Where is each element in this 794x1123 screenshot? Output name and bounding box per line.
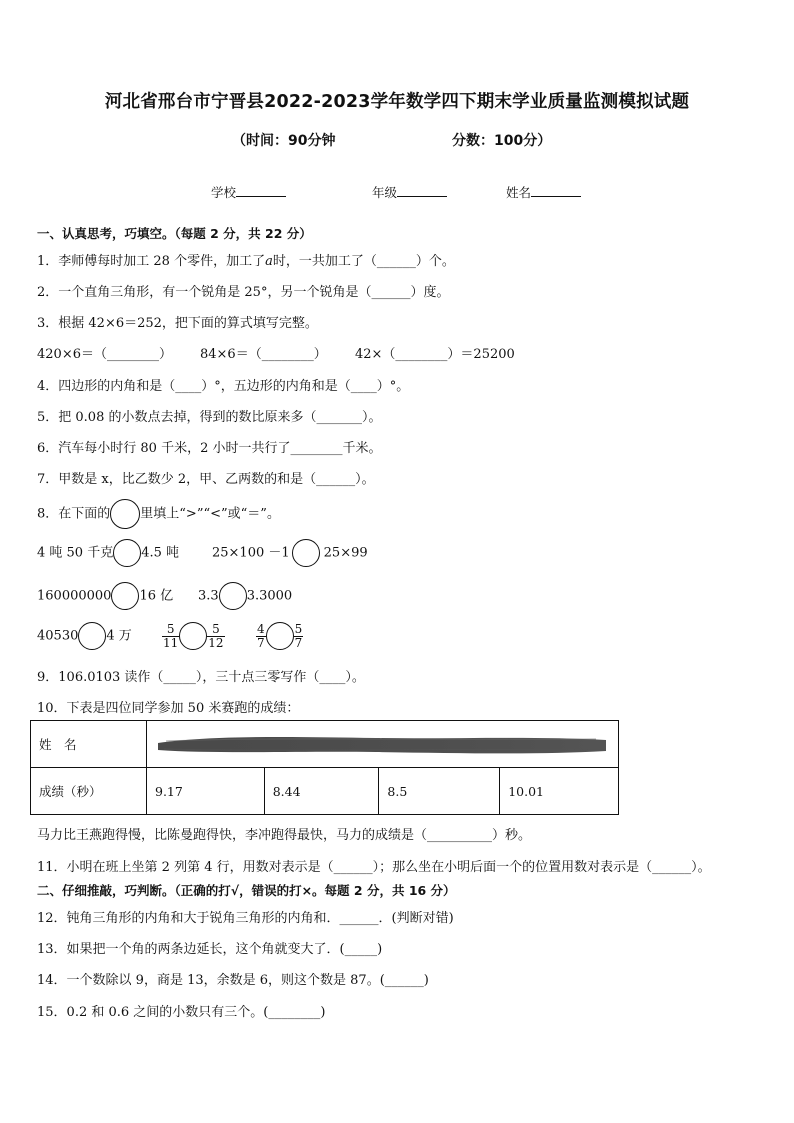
grade-field: [372, 183, 447, 201]
frac3-den: 7: [257, 635, 265, 650]
question-14: 14．一个数除以 9，商是 13，余数是 6，则这个数是 87。(______): [37, 973, 429, 988]
table-name-label: 姓 名: [31, 721, 147, 768]
frac4-den: 7: [294, 635, 303, 650]
section2-heading: 二、仔细推敲，巧判断。（正确的打√，错误的打×。每题 2 分，共 16 分）: [37, 883, 456, 898]
q1-variable: a: [265, 254, 273, 269]
frac1-num: 5: [162, 623, 179, 637]
q8-r3-a-left: 40530: [37, 628, 79, 644]
grade-blank[interactable]: [397, 184, 447, 197]
q8-r2-b-left: 3.3: [198, 588, 219, 604]
q8-row2-a: [37, 582, 173, 610]
question-8: [37, 499, 280, 529]
frac3-num: 4: [257, 621, 265, 636]
q8-r3-a-right: 4 万: [106, 628, 132, 644]
q8-frac-1: [162, 623, 179, 650]
question-12: 12．钝角三角形的内角和大于锐角三角形的内角和．______．(判断对错): [37, 911, 454, 926]
question-3: 3．根据 42×6＝252，把下面的算式填写完整。: [37, 316, 318, 331]
table-score-cell: 10.01: [500, 768, 619, 815]
q8-r1-b-left: 25×100 －1: [212, 545, 290, 561]
q8-r2-a-right: 16 亿: [139, 588, 174, 604]
exam-time: （时间：90分钟: [232, 133, 336, 149]
q8-r2-b-right: 3.3000: [246, 588, 293, 604]
table-score-cell: 9.17: [147, 768, 265, 815]
q3-item-1: 420×6＝（________）: [37, 347, 172, 362]
q3-item-2: 84×6＝（________）: [200, 347, 327, 362]
q1-text-b: 时，一共加工了（______）个。: [272, 254, 455, 269]
question-11: 11．小明在班上坐第 2 列第 4 行，用数对表示是（______）；那么坐在小明后面一个的位置用数对表示是（______）。: [37, 860, 711, 875]
q8-row3-c: [256, 622, 303, 650]
q8-text-b: 里填上“>”“<”或“＝”。: [140, 506, 280, 522]
q8-r3-c-circle[interactable]: [266, 622, 294, 650]
q8-row2-b: [198, 582, 292, 610]
question-6: 6．汽车每小时行 80 千米，2 小时一共行了________千米。: [37, 441, 382, 456]
grade-label: 年级: [372, 185, 398, 200]
school-blank[interactable]: [236, 184, 286, 197]
q8-circle-example: [110, 499, 140, 529]
table-score-cell: 8.44: [264, 768, 379, 815]
question-13: 13．如果把一个角的两条边延长，这个角就变大了．(_____): [37, 942, 383, 957]
q8-r1-a-right: 4.5 吨: [141, 545, 180, 561]
q8-r3-b-circle[interactable]: [179, 622, 207, 650]
frac2-num: 5: [207, 623, 224, 637]
question-7: 7．甲数是 x，比乙数少 2，甲、乙两数的和是（______）。: [37, 472, 375, 487]
q8-r3-a-circle[interactable]: [78, 622, 106, 650]
question-4: 4．四边形的内角和是（____）°，五边形的内角和是（____）°。: [37, 379, 410, 394]
q8-row3-a: [37, 622, 132, 650]
table-row-scores: [31, 768, 619, 815]
question-9: 9．106.0103 读作（_____），三十点三零写作（____）。: [37, 670, 365, 685]
school-label: 学校: [211, 185, 237, 200]
table-score-label: 成绩（秒）: [31, 768, 147, 815]
q8-row3-b: [162, 622, 225, 650]
question-10-text: 马力比王燕跑得慢，比陈曼跑得快，李冲跑得最快，马力的成绩是（__________）秒。: [37, 828, 532, 843]
q8-row1-b: [212, 539, 368, 567]
q8-r1-a-left: 4 吨 50 千克: [37, 545, 114, 561]
q3-item-3: 42×（________）＝25200: [355, 347, 515, 362]
frac2-den: 12: [208, 635, 224, 650]
q8-frac-2: [207, 623, 224, 650]
name-blank[interactable]: [531, 184, 581, 197]
q8-r2-b-circle[interactable]: [219, 582, 247, 610]
frac1-den: 11: [163, 635, 179, 650]
question-15: 15．0.2 和 0.6 之间的小数只有三个。(________): [37, 1005, 326, 1020]
section1-heading: 一、认真思考，巧填空。（每题 2 分，共 22 分）: [37, 226, 312, 241]
q8-r2-a-circle[interactable]: [111, 582, 139, 610]
q8-r1-a-circle[interactable]: [113, 539, 141, 567]
question-1: [37, 250, 455, 269]
exam-score: 分数：100分）: [452, 133, 552, 149]
frac4-num: 5: [294, 621, 303, 636]
q8-frac-4: [294, 623, 304, 650]
question-2: 2．一个直角三角形，有一个锐角是 25°，另一个锐角是（______）度。: [37, 285, 450, 300]
table-score-cell: 8.5: [379, 768, 500, 815]
name-field: [506, 183, 581, 201]
q8-text-a: 8．在下面的: [37, 506, 111, 522]
redacted-names-smudge: [156, 731, 608, 759]
name-label: 姓名: [506, 185, 532, 200]
q8-frac-3: [256, 623, 266, 650]
q8-r2-a-left: 160000000: [37, 588, 112, 604]
school-field: [211, 183, 286, 201]
question-5: 5．把 0.08 的小数点去掉，得到的数比原来多（_______）。: [37, 410, 382, 425]
question-10: 10．下表是四位同学参加 50 米赛跑的成绩：: [37, 701, 300, 716]
q8-row1-a: [37, 539, 179, 567]
q8-r1-b-right: 25×99: [323, 545, 368, 561]
q8-r1-b-circle[interactable]: [292, 539, 320, 567]
q1-text-a: 1．李师傅每时加工 28 个零件，加工了: [37, 254, 266, 269]
exam-title: 河北省邢台市宁晋县2022-2023学年数学四下期末学业质量监测模拟试题: [104, 92, 690, 112]
